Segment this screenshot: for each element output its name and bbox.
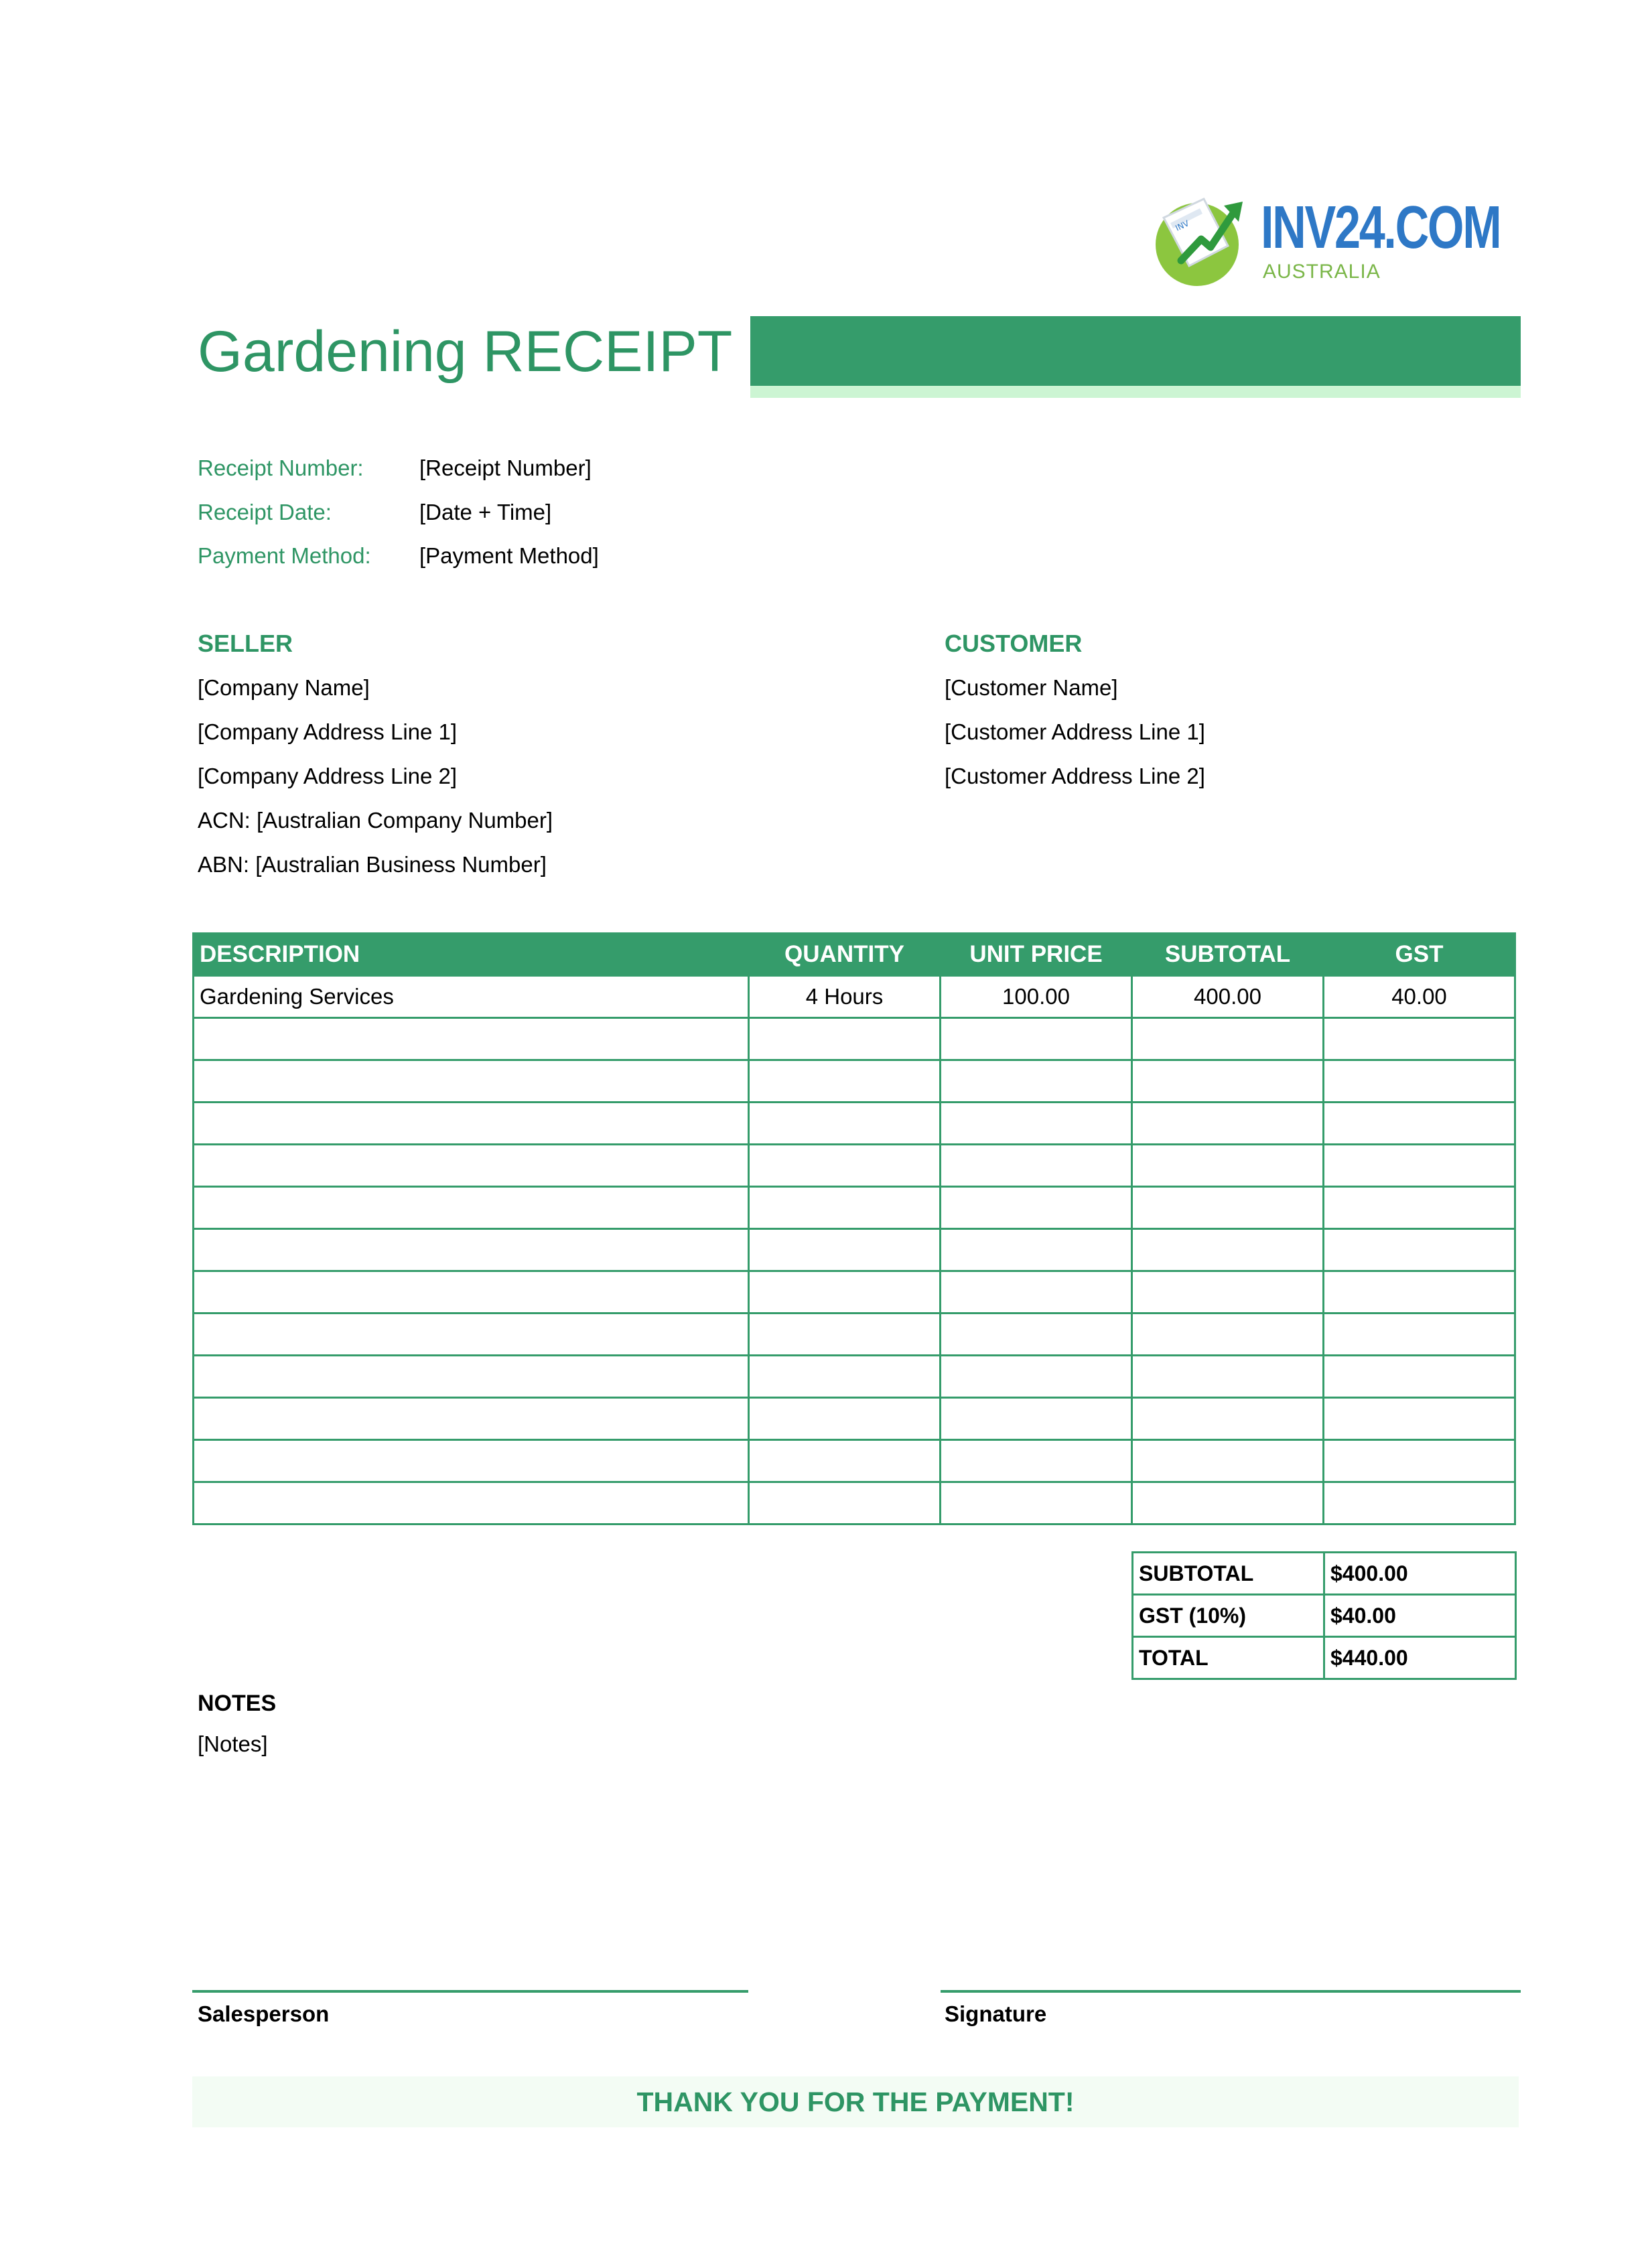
cell-description	[194, 1271, 749, 1314]
payment-method-label: Payment Method:	[198, 543, 371, 568]
header-subtotal: SUBTOTAL	[1132, 934, 1324, 976]
cell-description	[194, 1482, 749, 1525]
cell-description	[194, 1060, 749, 1103]
cell-quantity	[749, 1398, 941, 1440]
totals-row	[1133, 1637, 1516, 1679]
cell-unit-price	[941, 1018, 1132, 1060]
cell-unit-price	[941, 1060, 1132, 1103]
table-row	[194, 976, 1515, 1018]
subtotal-value: $400.00	[1324, 1553, 1516, 1595]
seller-address-1: [Company Address Line 1]	[198, 719, 458, 744]
cell-gst	[1324, 1229, 1515, 1271]
table-row	[194, 1229, 1515, 1271]
notes-heading: NOTES	[198, 1691, 277, 1716]
header-unit-price: UNIT PRICE	[941, 934, 1132, 976]
customer-address-1: [Customer Address Line 1]	[945, 719, 1205, 744]
table-row	[194, 1482, 1515, 1525]
cell-unit-price	[941, 1229, 1132, 1271]
title-bar	[750, 316, 1521, 386]
signature-label: Signature	[945, 2001, 1047, 2026]
receipt-date-label: Receipt Date:	[198, 500, 332, 524]
receipt-number-label: Receipt Number:	[198, 455, 364, 480]
header-description: DESCRIPTION	[194, 934, 749, 976]
cell-subtotal	[1132, 1060, 1324, 1103]
cell-subtotal	[1132, 1187, 1324, 1229]
cell-gst	[1324, 1398, 1515, 1440]
cell-subtotal	[1132, 1229, 1324, 1271]
header-gst: GST	[1324, 934, 1515, 976]
table-row	[194, 1103, 1515, 1145]
seller-address-2: [Company Address Line 2]	[198, 764, 458, 788]
logo-icon	[1149, 191, 1249, 291]
subtotal-label: SUBTOTAL	[1133, 1553, 1324, 1595]
cell-gst	[1324, 1018, 1515, 1060]
table-row	[194, 1145, 1515, 1187]
cell-gst	[1324, 1060, 1515, 1103]
cell-unit-price	[941, 1145, 1132, 1187]
thank-you-banner: THANK YOU FOR THE PAYMENT!	[192, 2076, 1519, 2127]
customer-address-2: [Customer Address Line 2]	[945, 764, 1205, 788]
cell-description	[194, 1356, 749, 1398]
salesperson-label: Salesperson	[198, 2001, 330, 2026]
cell-description: Gardening Services	[194, 976, 749, 1018]
customer-name: [Customer Name]	[945, 675, 1118, 700]
table-row	[194, 1398, 1515, 1440]
cell-quantity	[749, 1271, 941, 1314]
seller-heading: SELLER	[198, 630, 293, 657]
table-row	[194, 1187, 1515, 1229]
cell-quantity	[749, 1103, 941, 1145]
page-title: Gardening RECEIPT	[198, 320, 733, 384]
cell-unit-price	[941, 1440, 1132, 1482]
seller-acn: ACN: [Australian Company Number]	[198, 808, 553, 833]
logo-sub-text: AUSTRALIA	[1263, 261, 1381, 283]
cell-subtotal	[1132, 1356, 1324, 1398]
cell-description	[194, 1440, 749, 1482]
totals-row	[1133, 1553, 1516, 1595]
cell-gst	[1324, 1271, 1515, 1314]
cell-description	[194, 1229, 749, 1271]
cell-gst	[1324, 1103, 1515, 1145]
items-table	[192, 932, 1516, 1525]
cell-quantity	[749, 1229, 941, 1271]
cell-quantity: 4 Hours	[749, 976, 941, 1018]
cell-quantity	[749, 1145, 941, 1187]
cell-quantity	[749, 1356, 941, 1398]
gst-label: GST (10%)	[1133, 1595, 1324, 1637]
cell-unit-price	[941, 1187, 1132, 1229]
cell-quantity	[749, 1314, 941, 1356]
cell-unit-price	[941, 1103, 1132, 1145]
brand-logo	[1149, 191, 1501, 291]
cell-gst	[1324, 1145, 1515, 1187]
table-row	[194, 1018, 1515, 1060]
totals-row	[1133, 1595, 1516, 1637]
table-row	[194, 1440, 1515, 1482]
table-row	[194, 1314, 1515, 1356]
cell-description	[194, 1398, 749, 1440]
cell-unit-price	[941, 1398, 1132, 1440]
gst-value: $40.00	[1324, 1595, 1516, 1637]
cell-unit-price: 100.00	[941, 976, 1132, 1018]
cell-description	[194, 1103, 749, 1145]
table-row	[194, 1060, 1515, 1103]
salesperson-line	[192, 1990, 748, 1993]
notes-value: [Notes]	[198, 1731, 268, 1756]
customer-heading: CUSTOMER	[945, 630, 1083, 657]
cell-gst	[1324, 1314, 1515, 1356]
receipt-number-value: [Receipt Number]	[419, 455, 592, 480]
cell-gst: 40.00	[1324, 976, 1515, 1018]
cell-unit-price	[941, 1271, 1132, 1314]
svg-text:INV: INV	[1174, 218, 1191, 233]
cell-quantity	[749, 1482, 941, 1525]
seller-abn: ABN: [Australian Business Number]	[198, 852, 547, 877]
cell-description	[194, 1314, 749, 1356]
cell-quantity	[749, 1018, 941, 1060]
cell-gst	[1324, 1482, 1515, 1525]
cell-gst	[1324, 1187, 1515, 1229]
cell-subtotal	[1132, 1440, 1324, 1482]
cell-gst	[1324, 1356, 1515, 1398]
cell-unit-price	[941, 1482, 1132, 1525]
receipt-date-value: [Date + Time]	[419, 500, 552, 524]
total-value: $440.00	[1324, 1637, 1516, 1679]
cell-subtotal: 400.00	[1132, 976, 1324, 1018]
cell-unit-price	[941, 1356, 1132, 1398]
payment-method-value: [Payment Method]	[419, 543, 599, 568]
cell-unit-price	[941, 1314, 1132, 1356]
table-row	[194, 1271, 1515, 1314]
cell-subtotal	[1132, 1482, 1324, 1525]
cell-subtotal	[1132, 1018, 1324, 1060]
cell-gst	[1324, 1440, 1515, 1482]
title-bar-accent	[750, 386, 1521, 398]
cell-description	[194, 1187, 749, 1229]
logo-brand-text: INV24.COM	[1261, 194, 1501, 261]
cell-quantity	[749, 1440, 941, 1482]
signature-line	[941, 1990, 1521, 1993]
cell-subtotal	[1132, 1145, 1324, 1187]
total-label: TOTAL	[1133, 1637, 1324, 1679]
cell-quantity	[749, 1060, 941, 1103]
cell-subtotal	[1132, 1398, 1324, 1440]
table-header-row	[194, 934, 1515, 976]
cell-description	[194, 1018, 749, 1060]
cell-subtotal	[1132, 1314, 1324, 1356]
cell-description	[194, 1145, 749, 1187]
cell-subtotal	[1132, 1103, 1324, 1145]
cell-quantity	[749, 1187, 941, 1229]
table-row	[194, 1356, 1515, 1398]
seller-company-name: [Company Name]	[198, 675, 370, 700]
cell-subtotal	[1132, 1271, 1324, 1314]
totals-table	[1131, 1551, 1517, 1680]
header-quantity: QUANTITY	[749, 934, 941, 976]
